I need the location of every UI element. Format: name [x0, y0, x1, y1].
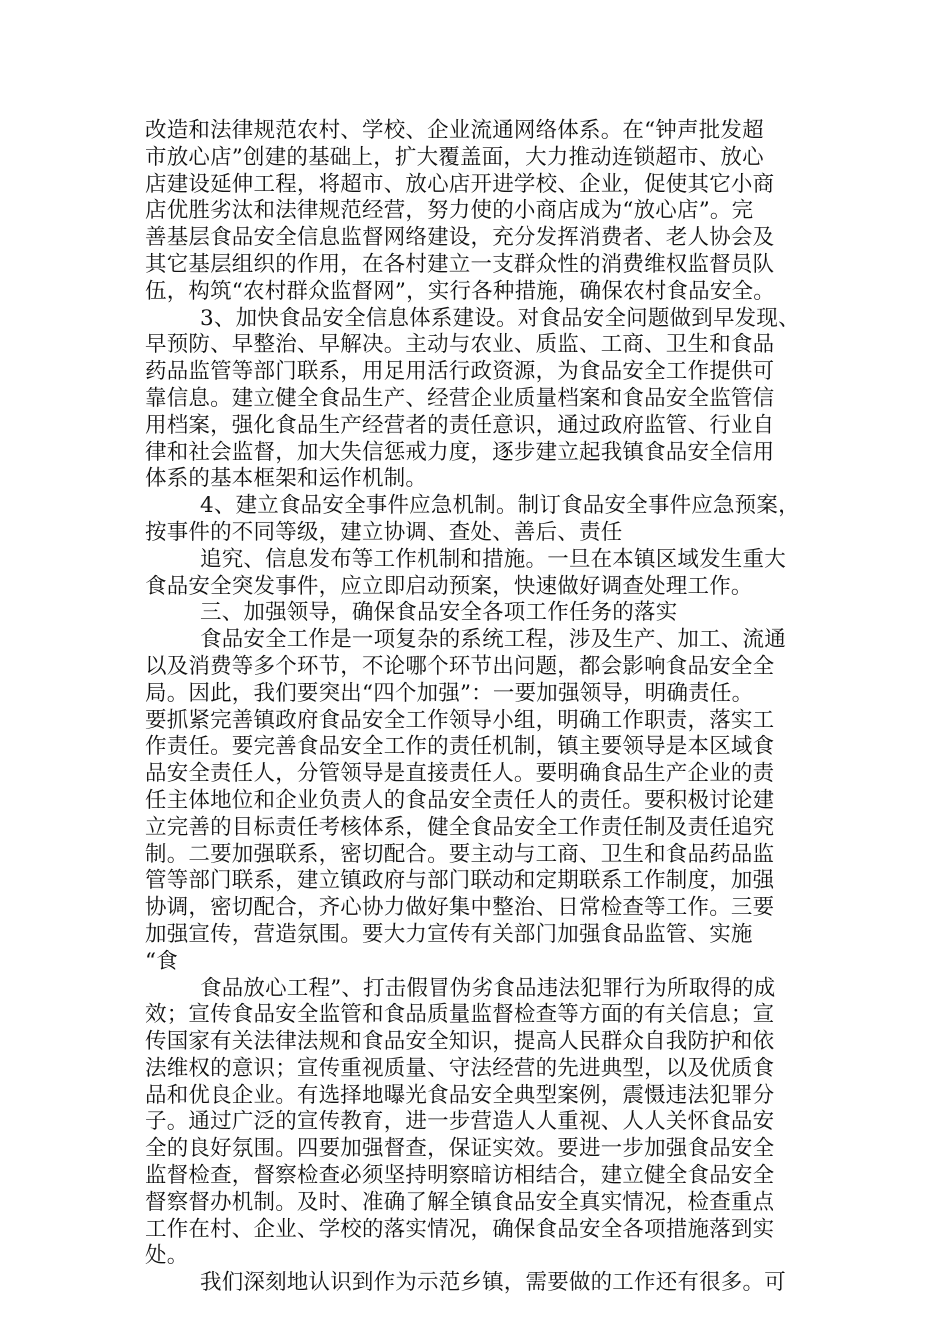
text-line: 工作在村、企业、学校的落实情况，确保食品安全各项措施落到实 — [145, 1216, 775, 1242]
text-line: 店优胜劣汰和法律规范经营，努力使的小商店成为“放心店”。完 — [145, 198, 754, 224]
document-body-text — [145, 118, 825, 1297]
text-line: 全的良好氛围。四要加强督查，保证实效。要进一步加强食品安全 — [145, 1136, 775, 1162]
text-line: 店建设延伸工程，将超市、放心店开进学校、企业，促使其它小商 — [145, 171, 775, 197]
text-line: 作责任。要完善食品安全工作的责任机制，镇主要领导是本区域食 — [145, 734, 775, 760]
text-line: 4、建立食品安全事件应急机制。制订食品安全事件应急预案， — [200, 493, 800, 519]
text-line: 用档案，强化食品生产经营者的责任意识，通过政府监管、行业自 — [145, 412, 775, 438]
text-line: 督察督办机制。及时、准确了解全镇食品安全真实情况，检查重点 — [145, 1189, 775, 1215]
text-line: 靠信息。建立健全食品生产、经营企业质量档案和食品安全监管信 — [145, 385, 775, 411]
text-line: 早预防、早整治、早解决。主动与农业、质监、工商、卫生和食品 — [145, 332, 775, 358]
text-line: 三、加强领导，确保食品安全各项工作任务的落实 — [200, 600, 678, 626]
text-line: 法维权的意识；宣传重视质量、守法经营的先进典型，以及优质食 — [145, 1055, 775, 1081]
text-line: 协调，密切配合，齐心协力做好集中整治、日常检查等工作。三要 — [145, 895, 775, 921]
text-line: 市放心店”创建的基础上，扩大覆盖面，大力推动连锁超市、放心 — [145, 144, 764, 170]
text-line: 追究、信息发布等工作机制和措施。一旦在本镇区域发生重大 — [200, 546, 786, 572]
text-line: 按事件的不同等级，建立协调、查处、善后、责任 — [145, 519, 623, 545]
text-line: 管等部门联系，建立镇政府与部门联动和定期联系工作制度，加强 — [145, 868, 775, 894]
text-line: 律和社会监督，加大失信惩戒力度，逐步建立起我镇食品安全信用 — [145, 439, 775, 465]
text-line: 改造和法律规范农村、学校、企业流通网络体系。在“钟声批发超 — [145, 118, 764, 143]
text-line: 善基层食品安全信息监督网络建设，充分发挥消费者、老人协会及 — [145, 225, 775, 251]
text-line: 3、加快食品安全信息体系建设。对食品安全问题做到早发现、 — [200, 305, 800, 331]
text-line: 效；宣传食品安全监管和食品质量监督检查等方面的有关信息；宣 — [145, 1002, 775, 1028]
text-line: 其它基层组织的作用，在各村建立一支群众性的消费维权监督员队 — [145, 251, 775, 277]
text-line: 局。因此，我们要突出“四个加强”：一要加强领导，明确责任。 — [145, 680, 754, 706]
text-line: 任主体地位和企业负责人的食品安全责任人的责任。要积极讨论建 — [145, 787, 775, 813]
text-line: 药品监管等部门联系，用足用活行政资源，为食品安全工作提供可 — [145, 359, 775, 385]
text-line: 食品放心工程”、打击假冒伪劣食品违法犯罪行为所取得的成 — [200, 975, 776, 1001]
text-line: 食品安全工作是一项复杂的系统工程，涉及生产、加工、流通 — [200, 627, 786, 653]
text-line: 要抓紧完善镇政府食品安全工作领导小组，明确工作职责，落实工 — [145, 707, 775, 733]
text-line: 监督检查，督察检查必须坚持明察暗访相结合，建立健全食品安全 — [145, 1163, 775, 1189]
text-line: 伍，构筑“农村群众监督网”，实行各种措施，确保农村食品安全。 — [145, 278, 775, 304]
text-line: 体系的基本框架和运作机制。 — [145, 466, 428, 492]
text-line: 立完善的目标责任考核体系，健全食品安全工作责任制及责任追究 — [145, 814, 775, 840]
text-line: “食 — [145, 948, 178, 974]
text-line: 我们深刻地认识到作为示范乡镇，需要做的工作还有很多。可 — [200, 1270, 786, 1296]
text-line: 加强宣传，营造氛围。要大力宣传有关部门加强食品监管、实施 — [145, 921, 753, 947]
text-line: 食品安全突发事件，应立即启动预案，快速做好调查处理工作。 — [145, 573, 753, 599]
text-line: 处。 — [145, 1243, 189, 1269]
text-line: 以及消费等多个环节，不论哪个环节出问题，都会影响食品安全全 — [145, 653, 775, 679]
text-line: 子。通过广泛的宣传教育，进一步营造人人重视、人人关怀食品安 — [145, 1109, 775, 1135]
text-line: 制。二要加强联系，密切配合。要主动与工商、卫生和食品药品监 — [145, 841, 775, 867]
text-line: 传国家有关法律法规和食品安全知识，提高人民群众自我防护和依 — [145, 1029, 775, 1055]
text-line: 品和优良企业。有选择地曝光食品安全典型案例，震慑违法犯罪分 — [145, 1082, 775, 1108]
text-line: 品安全责任人，分管领导是直接责任人。要明确食品生产企业的责 — [145, 761, 775, 787]
